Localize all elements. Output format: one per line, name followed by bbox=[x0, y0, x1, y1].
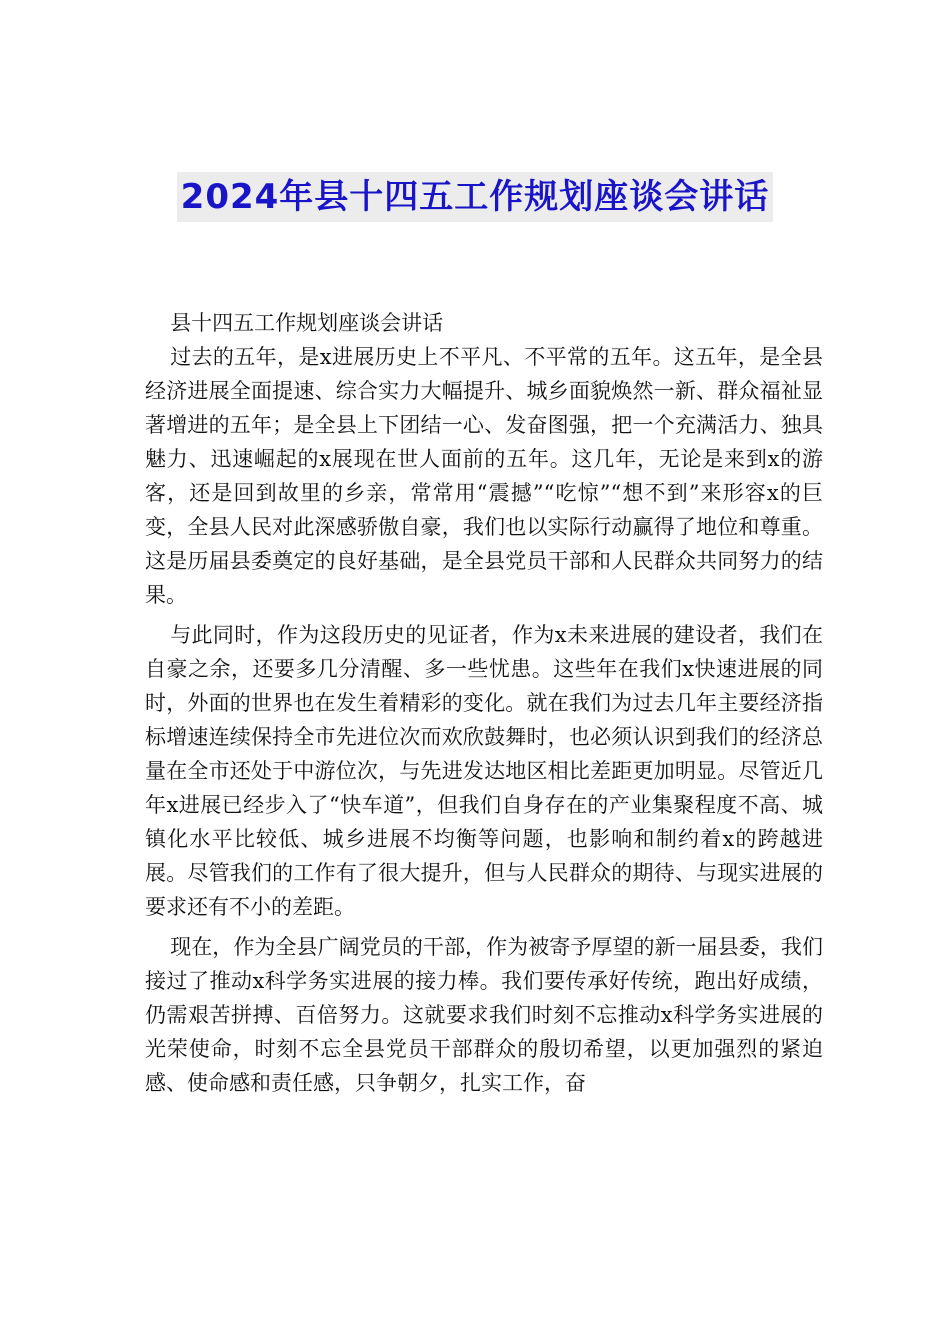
paragraph-1: 过去的五年，是x进展历史上不平凡、不平常的五年。这五年，是全县经济进展全面提速、综合实力大幅提升、城乡面貌焕然一新、群众福祉显著增进的五年；是全县上下团结一心、发奋图强，把一个充满活力、独具魅力、迅速崛起的x展现在世人面前的五年。这几年，无论是来到x的游客，还是回到故里的乡亲，常常用“震撼”“吃惊”“想不到”来形容x的巨变，全县人民对此深感骄傲自豪，我们也以实际行动赢得了地位和尊重。这是历届县委奠定的良好基础，是全县党员干部和人民群众共同努力的结果。 bbox=[145, 345, 823, 607]
paragraph-3: 现在，作为全县广阔党员的干部，作为被寄予厚望的新一届县委，我们接过了推动x科学务实进展的接力棒。我们要传承好传统，跑出好成绩，仍需艰苦拼搏、百倍努力。这就要求我们时刻不忘推动x科学务实进展的光荣使命，时刻不忘全县党员干部群众的殷切希望，以更加强烈的紧迫感、使命感和责任感，只争朝夕，扎实工作，奋 bbox=[145, 935, 823, 1095]
title-container bbox=[0, 172, 950, 222]
document-subtitle: 县十四五工作规划座谈会讲话 bbox=[170, 311, 444, 335]
paragraph-2: 与此同时，作为这段历史的见证者，作为x未来进展的建设者，我们在自豪之余，还要多几分清醒、多一些忧患。这些年在我们x快速进展的同时，外面的世界也在发生着精彩的变化。就在我们为过去几年主要经济指标增速连续保持全市先进位次而欢欣鼓舞时，也必须认识到我们的经济总量在全市还处于中游位次，与先进发达地区相比差距更加明显。尽管近几年x进展已经步入了“快车道”，但我们自身存在的产业集聚程度不高、城镇化水平比较低、城乡进展不均衡等问题，也影响和制约着x的跨越进展。尽管我们的工作有了很大提升，但与人民群众的期待、与现实进展的要求还有不小的差距。 bbox=[145, 623, 823, 919]
document-body bbox=[145, 306, 823, 1100]
document-title: 2024年县十四五工作规划座谈会讲话 bbox=[177, 172, 774, 222]
